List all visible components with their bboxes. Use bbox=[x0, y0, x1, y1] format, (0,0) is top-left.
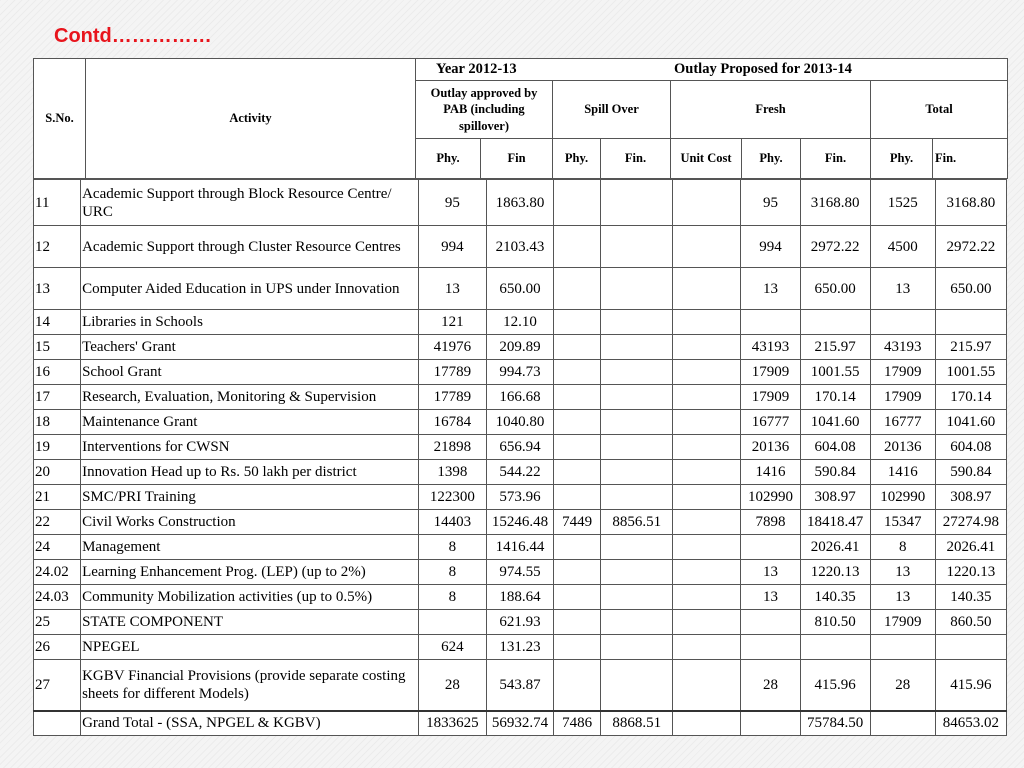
row-total-fin: 140.35 bbox=[935, 585, 1006, 610]
row-fin-approved: 1416.44 bbox=[486, 535, 553, 560]
row-fresh-fin: 1220.13 bbox=[800, 560, 870, 585]
table-row bbox=[34, 268, 1007, 310]
row-fresh-phy: 20136 bbox=[741, 435, 800, 460]
row-spill-phy bbox=[554, 268, 601, 310]
row-fresh-phy bbox=[741, 535, 800, 560]
row-fresh-fin bbox=[800, 310, 870, 335]
row-total-fin: 308.97 bbox=[935, 485, 1006, 510]
row-spill-fin bbox=[601, 385, 673, 410]
row-total-fin: 650.00 bbox=[935, 268, 1006, 310]
row-fresh-phy: 102990 bbox=[741, 485, 800, 510]
table-row bbox=[34, 226, 1007, 268]
row-spill-phy bbox=[554, 585, 601, 610]
row-sno: 24.03 bbox=[34, 585, 81, 610]
row-total-phy bbox=[870, 635, 935, 660]
header-years bbox=[416, 59, 1008, 81]
table-row bbox=[34, 485, 1007, 510]
row-total-fin: 27274.98 bbox=[935, 510, 1006, 535]
table-row bbox=[34, 335, 1007, 360]
row-spill-phy bbox=[554, 360, 601, 385]
row-phy-approved: 8 bbox=[418, 560, 486, 585]
row-fresh-fin: 3168.80 bbox=[800, 180, 870, 226]
row-unit-cost bbox=[673, 510, 741, 535]
row-fresh-phy: 13 bbox=[741, 585, 800, 610]
row-fresh-fin: 2972.22 bbox=[800, 226, 870, 268]
row-sno: 22 bbox=[34, 510, 81, 535]
row-unit-cost bbox=[673, 268, 741, 310]
header-activity: Activity bbox=[86, 59, 416, 179]
row-fin-approved: 656.94 bbox=[486, 435, 553, 460]
row-sno bbox=[34, 711, 81, 736]
row-fresh-fin: 170.14 bbox=[800, 385, 870, 410]
row-total-fin: 1041.60 bbox=[935, 410, 1006, 435]
row-sno: 14 bbox=[34, 310, 81, 335]
table-row bbox=[34, 660, 1007, 711]
row-unit-cost bbox=[673, 435, 741, 460]
table-row bbox=[34, 180, 1007, 226]
row-fresh-phy bbox=[741, 310, 800, 335]
slide-title: Contd…………… bbox=[54, 25, 212, 47]
row-total-fin: 590.84 bbox=[935, 460, 1006, 485]
header-phy-approved: Phy. bbox=[416, 139, 481, 179]
row-spill-fin bbox=[601, 560, 673, 585]
row-activity: Maintenance Grant bbox=[81, 410, 419, 435]
row-phy-approved: 21898 bbox=[418, 435, 486, 460]
table-row bbox=[34, 510, 1007, 535]
row-spill-fin: 8868.51 bbox=[601, 711, 673, 736]
row-phy-approved: 121 bbox=[418, 310, 486, 335]
row-fresh-phy: 43193 bbox=[741, 335, 800, 360]
row-unit-cost bbox=[673, 310, 741, 335]
row-total-fin: 84653.02 bbox=[935, 711, 1006, 736]
row-phy-approved: 41976 bbox=[418, 335, 486, 360]
grand-total-row bbox=[34, 711, 1007, 736]
row-activity: Academic Support through Cluster Resource Centres bbox=[81, 226, 419, 268]
table-row bbox=[34, 535, 1007, 560]
row-fresh-fin: 18418.47 bbox=[800, 510, 870, 535]
row-fresh-fin: 1001.55 bbox=[800, 360, 870, 385]
row-activity: Community Mobilization activities (up to 0.5%) bbox=[81, 585, 419, 610]
row-phy-approved: 28 bbox=[418, 660, 486, 711]
row-unit-cost bbox=[673, 485, 741, 510]
row-phy-approved: 122300 bbox=[418, 485, 486, 510]
row-spill-fin bbox=[601, 660, 673, 711]
row-phy-approved: 95 bbox=[418, 180, 486, 226]
row-phy-approved: 16784 bbox=[418, 410, 486, 435]
row-fresh-phy: 13 bbox=[741, 268, 800, 310]
row-fin-approved: 209.89 bbox=[486, 335, 553, 360]
row-fin-approved: 1863.80 bbox=[486, 180, 553, 226]
row-total-phy: 17909 bbox=[870, 610, 935, 635]
row-spill-fin bbox=[601, 360, 673, 385]
row-sno: 11 bbox=[34, 180, 81, 226]
row-phy-approved bbox=[418, 610, 486, 635]
row-total-phy: 20136 bbox=[870, 435, 935, 460]
row-phy-approved: 624 bbox=[418, 635, 486, 660]
row-activity: Teachers' Grant bbox=[81, 335, 419, 360]
row-activity: KGBV Financial Provisions (provide separate costing sheets for different Models) bbox=[81, 660, 419, 711]
row-total-phy: 17909 bbox=[870, 385, 935, 410]
row-sno: 20 bbox=[34, 460, 81, 485]
row-spill-phy bbox=[554, 335, 601, 360]
row-activity: Civil Works Construction bbox=[81, 510, 419, 535]
row-total-phy bbox=[870, 310, 935, 335]
header-sno: S.No. bbox=[34, 59, 86, 179]
row-sno: 13 bbox=[34, 268, 81, 310]
row-fresh-fin: 308.97 bbox=[800, 485, 870, 510]
row-total-phy: 4500 bbox=[870, 226, 935, 268]
header-fin-total: Fin. bbox=[933, 139, 1008, 179]
row-spill-phy bbox=[554, 410, 601, 435]
header-total: Total bbox=[871, 81, 1008, 139]
row-spill-phy bbox=[554, 180, 601, 226]
row-total-fin: 860.50 bbox=[935, 610, 1006, 635]
row-fin-approved: 166.68 bbox=[486, 385, 553, 410]
row-fin-approved: 15246.48 bbox=[486, 510, 553, 535]
table-row bbox=[34, 410, 1007, 435]
data-table bbox=[33, 179, 1007, 736]
row-total-phy: 13 bbox=[870, 585, 935, 610]
row-fresh-phy bbox=[741, 711, 800, 736]
row-fresh-fin: 1041.60 bbox=[800, 410, 870, 435]
row-phy-approved: 1398 bbox=[418, 460, 486, 485]
row-fresh-phy: 13 bbox=[741, 560, 800, 585]
row-phy-approved: 17789 bbox=[418, 360, 486, 385]
table-row bbox=[34, 635, 1007, 660]
row-fin-approved: 974.55 bbox=[486, 560, 553, 585]
row-fin-approved: 544.22 bbox=[486, 460, 553, 485]
row-fresh-fin: 650.00 bbox=[800, 268, 870, 310]
row-fin-approved: 1040.80 bbox=[486, 410, 553, 435]
row-total-phy: 1525 bbox=[870, 180, 935, 226]
row-unit-cost bbox=[673, 585, 741, 610]
table-row bbox=[34, 460, 1007, 485]
row-phy-approved: 1833625 bbox=[418, 711, 486, 736]
row-phy-approved: 8 bbox=[418, 585, 486, 610]
row-fresh-phy: 28 bbox=[741, 660, 800, 711]
row-phy-approved: 8 bbox=[418, 535, 486, 560]
row-spill-phy bbox=[554, 226, 601, 268]
row-fin-approved: 56932.74 bbox=[486, 711, 553, 736]
table-row bbox=[34, 385, 1007, 410]
row-spill-fin: 8856.51 bbox=[601, 510, 673, 535]
row-phy-approved: 14403 bbox=[418, 510, 486, 535]
row-fresh-phy: 994 bbox=[741, 226, 800, 268]
row-spill-fin bbox=[601, 485, 673, 510]
row-unit-cost bbox=[673, 660, 741, 711]
row-spill-fin bbox=[601, 268, 673, 310]
row-sno: 25 bbox=[34, 610, 81, 635]
row-spill-phy bbox=[554, 610, 601, 635]
row-total-fin: 415.96 bbox=[935, 660, 1006, 711]
row-phy-approved: 13 bbox=[418, 268, 486, 310]
row-unit-cost bbox=[673, 535, 741, 560]
row-activity: Academic Support through Block Resource Centre/ URC bbox=[81, 180, 419, 226]
row-spill-fin bbox=[601, 460, 673, 485]
row-sno: 17 bbox=[34, 385, 81, 410]
row-sno: 26 bbox=[34, 635, 81, 660]
row-total-fin: 1220.13 bbox=[935, 560, 1006, 585]
row-total-phy: 102990 bbox=[870, 485, 935, 510]
row-fresh-fin: 415.96 bbox=[800, 660, 870, 711]
row-activity: Research, Evaluation, Monitoring & Supervision bbox=[81, 385, 419, 410]
row-spill-phy bbox=[554, 435, 601, 460]
row-fin-approved: 131.23 bbox=[486, 635, 553, 660]
row-fresh-phy: 17909 bbox=[741, 360, 800, 385]
row-total-phy: 16777 bbox=[870, 410, 935, 435]
row-spill-fin bbox=[601, 410, 673, 435]
row-spill-fin bbox=[601, 435, 673, 460]
header-phy-fresh: Phy. bbox=[742, 139, 801, 179]
row-spill-phy bbox=[554, 635, 601, 660]
table-row bbox=[34, 310, 1007, 335]
row-fin-approved: 650.00 bbox=[486, 268, 553, 310]
row-unit-cost bbox=[673, 460, 741, 485]
row-fin-approved: 188.64 bbox=[486, 585, 553, 610]
row-spill-phy: 7449 bbox=[554, 510, 601, 535]
row-spill-fin bbox=[601, 635, 673, 660]
header-phy-spill: Phy. bbox=[553, 139, 601, 179]
row-activity: Libraries in Schools bbox=[81, 310, 419, 335]
row-sno: 24 bbox=[34, 535, 81, 560]
row-fresh-fin: 2026.41 bbox=[800, 535, 870, 560]
row-activity: Computer Aided Education in UPS under Innovation bbox=[81, 268, 419, 310]
row-spill-phy bbox=[554, 660, 601, 711]
row-activity: Innovation Head up to Rs. 50 lakh per district bbox=[81, 460, 419, 485]
row-unit-cost bbox=[673, 610, 741, 635]
header-fin-approved: Fin bbox=[481, 139, 553, 179]
row-spill-fin bbox=[601, 610, 673, 635]
row-unit-cost bbox=[673, 335, 741, 360]
row-sno: 21 bbox=[34, 485, 81, 510]
row-total-fin bbox=[935, 635, 1006, 660]
row-spill-fin bbox=[601, 180, 673, 226]
row-spill-fin bbox=[601, 310, 673, 335]
row-phy-approved: 994 bbox=[418, 226, 486, 268]
row-sno: 15 bbox=[34, 335, 81, 360]
row-spill-phy: 7486 bbox=[554, 711, 601, 736]
row-total-fin: 1001.55 bbox=[935, 360, 1006, 385]
row-sno: 18 bbox=[34, 410, 81, 435]
row-unit-cost bbox=[673, 635, 741, 660]
row-spill-phy bbox=[554, 460, 601, 485]
row-sno: 12 bbox=[34, 226, 81, 268]
table-row bbox=[34, 560, 1007, 585]
row-spill-phy bbox=[554, 560, 601, 585]
row-total-fin: 2026.41 bbox=[935, 535, 1006, 560]
row-unit-cost bbox=[673, 560, 741, 585]
row-total-phy: 17909 bbox=[870, 360, 935, 385]
row-fresh-fin: 810.50 bbox=[800, 610, 870, 635]
row-fin-approved: 573.96 bbox=[486, 485, 553, 510]
row-unit-cost bbox=[673, 410, 741, 435]
row-activity: NPEGEL bbox=[81, 635, 419, 660]
row-activity: SMC/PRI Training bbox=[81, 485, 419, 510]
row-total-fin bbox=[935, 310, 1006, 335]
row-unit-cost bbox=[673, 180, 741, 226]
row-fresh-phy: 95 bbox=[741, 180, 800, 226]
row-fresh-fin: 140.35 bbox=[800, 585, 870, 610]
row-phy-approved: 17789 bbox=[418, 385, 486, 410]
row-unit-cost bbox=[673, 360, 741, 385]
row-spill-fin bbox=[601, 585, 673, 610]
row-activity: Learning Enhancement Prog. (LEP) (up to 2%) bbox=[81, 560, 419, 585]
row-sno: 24.02 bbox=[34, 560, 81, 585]
row-activity: STATE COMPONENT bbox=[81, 610, 419, 635]
row-activity: Interventions for CWSN bbox=[81, 435, 419, 460]
row-fin-approved: 2103.43 bbox=[486, 226, 553, 268]
row-total-fin: 170.14 bbox=[935, 385, 1006, 410]
row-fresh-phy: 17909 bbox=[741, 385, 800, 410]
row-total-phy: 8 bbox=[870, 535, 935, 560]
row-total-phy bbox=[870, 711, 935, 736]
row-fresh-fin bbox=[800, 635, 870, 660]
row-fresh-fin: 590.84 bbox=[800, 460, 870, 485]
row-spill-fin bbox=[601, 226, 673, 268]
row-unit-cost bbox=[673, 385, 741, 410]
row-total-fin: 215.97 bbox=[935, 335, 1006, 360]
table-header bbox=[33, 58, 1008, 179]
row-total-phy: 1416 bbox=[870, 460, 935, 485]
table-row bbox=[34, 585, 1007, 610]
row-activity: Grand Total - (SSA, NPGEL & KGBV) bbox=[81, 711, 419, 736]
header-fin-spill: Fin. bbox=[601, 139, 671, 179]
row-fresh-phy: 16777 bbox=[741, 410, 800, 435]
row-fin-approved: 12.10 bbox=[486, 310, 553, 335]
row-sno: 19 bbox=[34, 435, 81, 460]
row-sno: 16 bbox=[34, 360, 81, 385]
header-fresh: Fresh bbox=[671, 81, 871, 139]
table-row bbox=[34, 435, 1007, 460]
row-spill-phy bbox=[554, 310, 601, 335]
row-unit-cost bbox=[673, 226, 741, 268]
table-row bbox=[34, 610, 1007, 635]
row-total-phy: 15347 bbox=[870, 510, 935, 535]
row-fresh-fin: 215.97 bbox=[800, 335, 870, 360]
row-total-phy: 43193 bbox=[870, 335, 935, 360]
row-total-fin: 3168.80 bbox=[935, 180, 1006, 226]
row-fresh-fin: 604.08 bbox=[800, 435, 870, 460]
row-activity: School Grant bbox=[81, 360, 419, 385]
header-fin-fresh: Fin. bbox=[801, 139, 871, 179]
row-activity: Management bbox=[81, 535, 419, 560]
row-spill-phy bbox=[554, 485, 601, 510]
row-spill-fin bbox=[601, 335, 673, 360]
row-fresh-fin: 75784.50 bbox=[800, 711, 870, 736]
row-unit-cost bbox=[673, 711, 741, 736]
header-outlay-approved: Outlay approved by PAB (including spillover) bbox=[416, 81, 553, 139]
row-total-phy: 13 bbox=[870, 268, 935, 310]
row-sno: 27 bbox=[34, 660, 81, 711]
header-outlay-proposed: Outlay Proposed for 2013-14 bbox=[674, 61, 852, 78]
header-year-label: Year 2012-13 bbox=[436, 61, 517, 78]
row-spill-phy bbox=[554, 535, 601, 560]
header-phy-total: Phy. bbox=[871, 139, 933, 179]
row-fresh-phy: 1416 bbox=[741, 460, 800, 485]
row-total-phy: 13 bbox=[870, 560, 935, 585]
header-spill-over: Spill Over bbox=[553, 81, 671, 139]
table-row bbox=[34, 360, 1007, 385]
row-fin-approved: 994.73 bbox=[486, 360, 553, 385]
row-fresh-phy bbox=[741, 635, 800, 660]
row-fin-approved: 543.87 bbox=[486, 660, 553, 711]
row-spill-fin bbox=[601, 535, 673, 560]
row-total-phy: 28 bbox=[870, 660, 935, 711]
row-spill-phy bbox=[554, 385, 601, 410]
row-fresh-phy bbox=[741, 610, 800, 635]
row-total-fin: 604.08 bbox=[935, 435, 1006, 460]
row-fin-approved: 621.93 bbox=[486, 610, 553, 635]
header-unit-cost: Unit Cost bbox=[671, 139, 742, 179]
row-total-fin: 2972.22 bbox=[935, 226, 1006, 268]
row-fresh-phy: 7898 bbox=[741, 510, 800, 535]
